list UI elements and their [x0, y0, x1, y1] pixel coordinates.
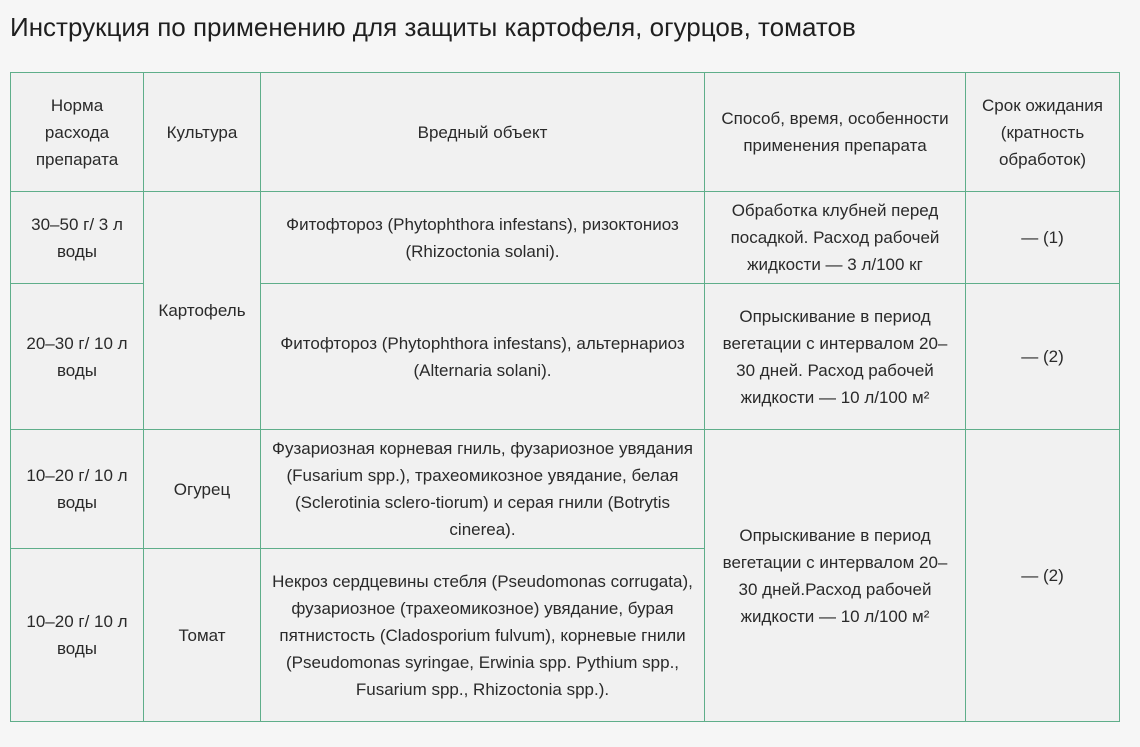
cell-wait: — (1): [966, 192, 1120, 284]
page-title: Инструкция по применению для защиты картофеля, огурцов, томатов: [10, 12, 856, 42]
cell-pest: Некроз сердцевины стебля (Pseudomonas corrugata), фузариозное (трахеомикозное) увядание, бурая пятнистость (Cladosporium fulvum), корневые гнили (Pseudomonas syringae, Erwinia spp. Pythium spp., Fusarium spp., Rhizoctonia spp.).: [261, 549, 705, 722]
cell-culture: Томат: [144, 549, 261, 722]
header-culture: Культура: [144, 73, 261, 192]
cell-culture: Огурец: [144, 430, 261, 549]
table-header-row: [11, 73, 1120, 192]
header-method: Способ, время, особенности применения препарата: [705, 73, 966, 192]
cell-method-shared: Опрыскивание в период вегетации с интервалом 20–30 дней.Расход рабочей жидкости — 10 л/100 м²: [705, 430, 966, 722]
cell-norm: 10–20 г/ 10 л воды: [11, 430, 144, 549]
cell-norm: 10–20 г/ 10 л воды: [11, 549, 144, 722]
cell-wait: — (2): [966, 284, 1120, 430]
header-pest: Вредный объект: [261, 73, 705, 192]
usage-table: [10, 72, 1120, 722]
cell-norm: 20–30 г/ 10 л воды: [11, 284, 144, 430]
cell-culture-potato: Картофель: [144, 192, 261, 430]
cell-norm: 30–50 г/ 3 л воды: [11, 192, 144, 284]
cell-pest: Фузариозная корневая гниль, фузариозное увядания (Fusarium spp.), трахеомикозное увядание, белая (Sclerotinia sclero-tiorum) и серая гнили (Botrytis cinerea).: [261, 430, 705, 549]
cell-pest: Фитофтороз (Phytophthora infestans), альтернариоз (Alternaria solani).: [261, 284, 705, 430]
cell-wait-shared: — (2): [966, 430, 1120, 722]
cell-pest: Фитофтороз (Phytophthora infestans), ризоктониоз (Rhizoctonia solani).: [261, 192, 705, 284]
table-row: [11, 430, 1120, 549]
header-norm: Норма расхода препарата: [11, 73, 144, 192]
cell-method: Опрыскивание в период вегетации с интервалом 20–30 дней. Расход рабочей жидкости — 10 л/100 м²: [705, 284, 966, 430]
header-wait: Срок ожидания (кратность обработок): [966, 73, 1120, 192]
cell-method: Обработка клубней перед посадкой. Расход рабочей жидкости — 3 л/100 кг: [705, 192, 966, 284]
table-row: [11, 192, 1120, 284]
